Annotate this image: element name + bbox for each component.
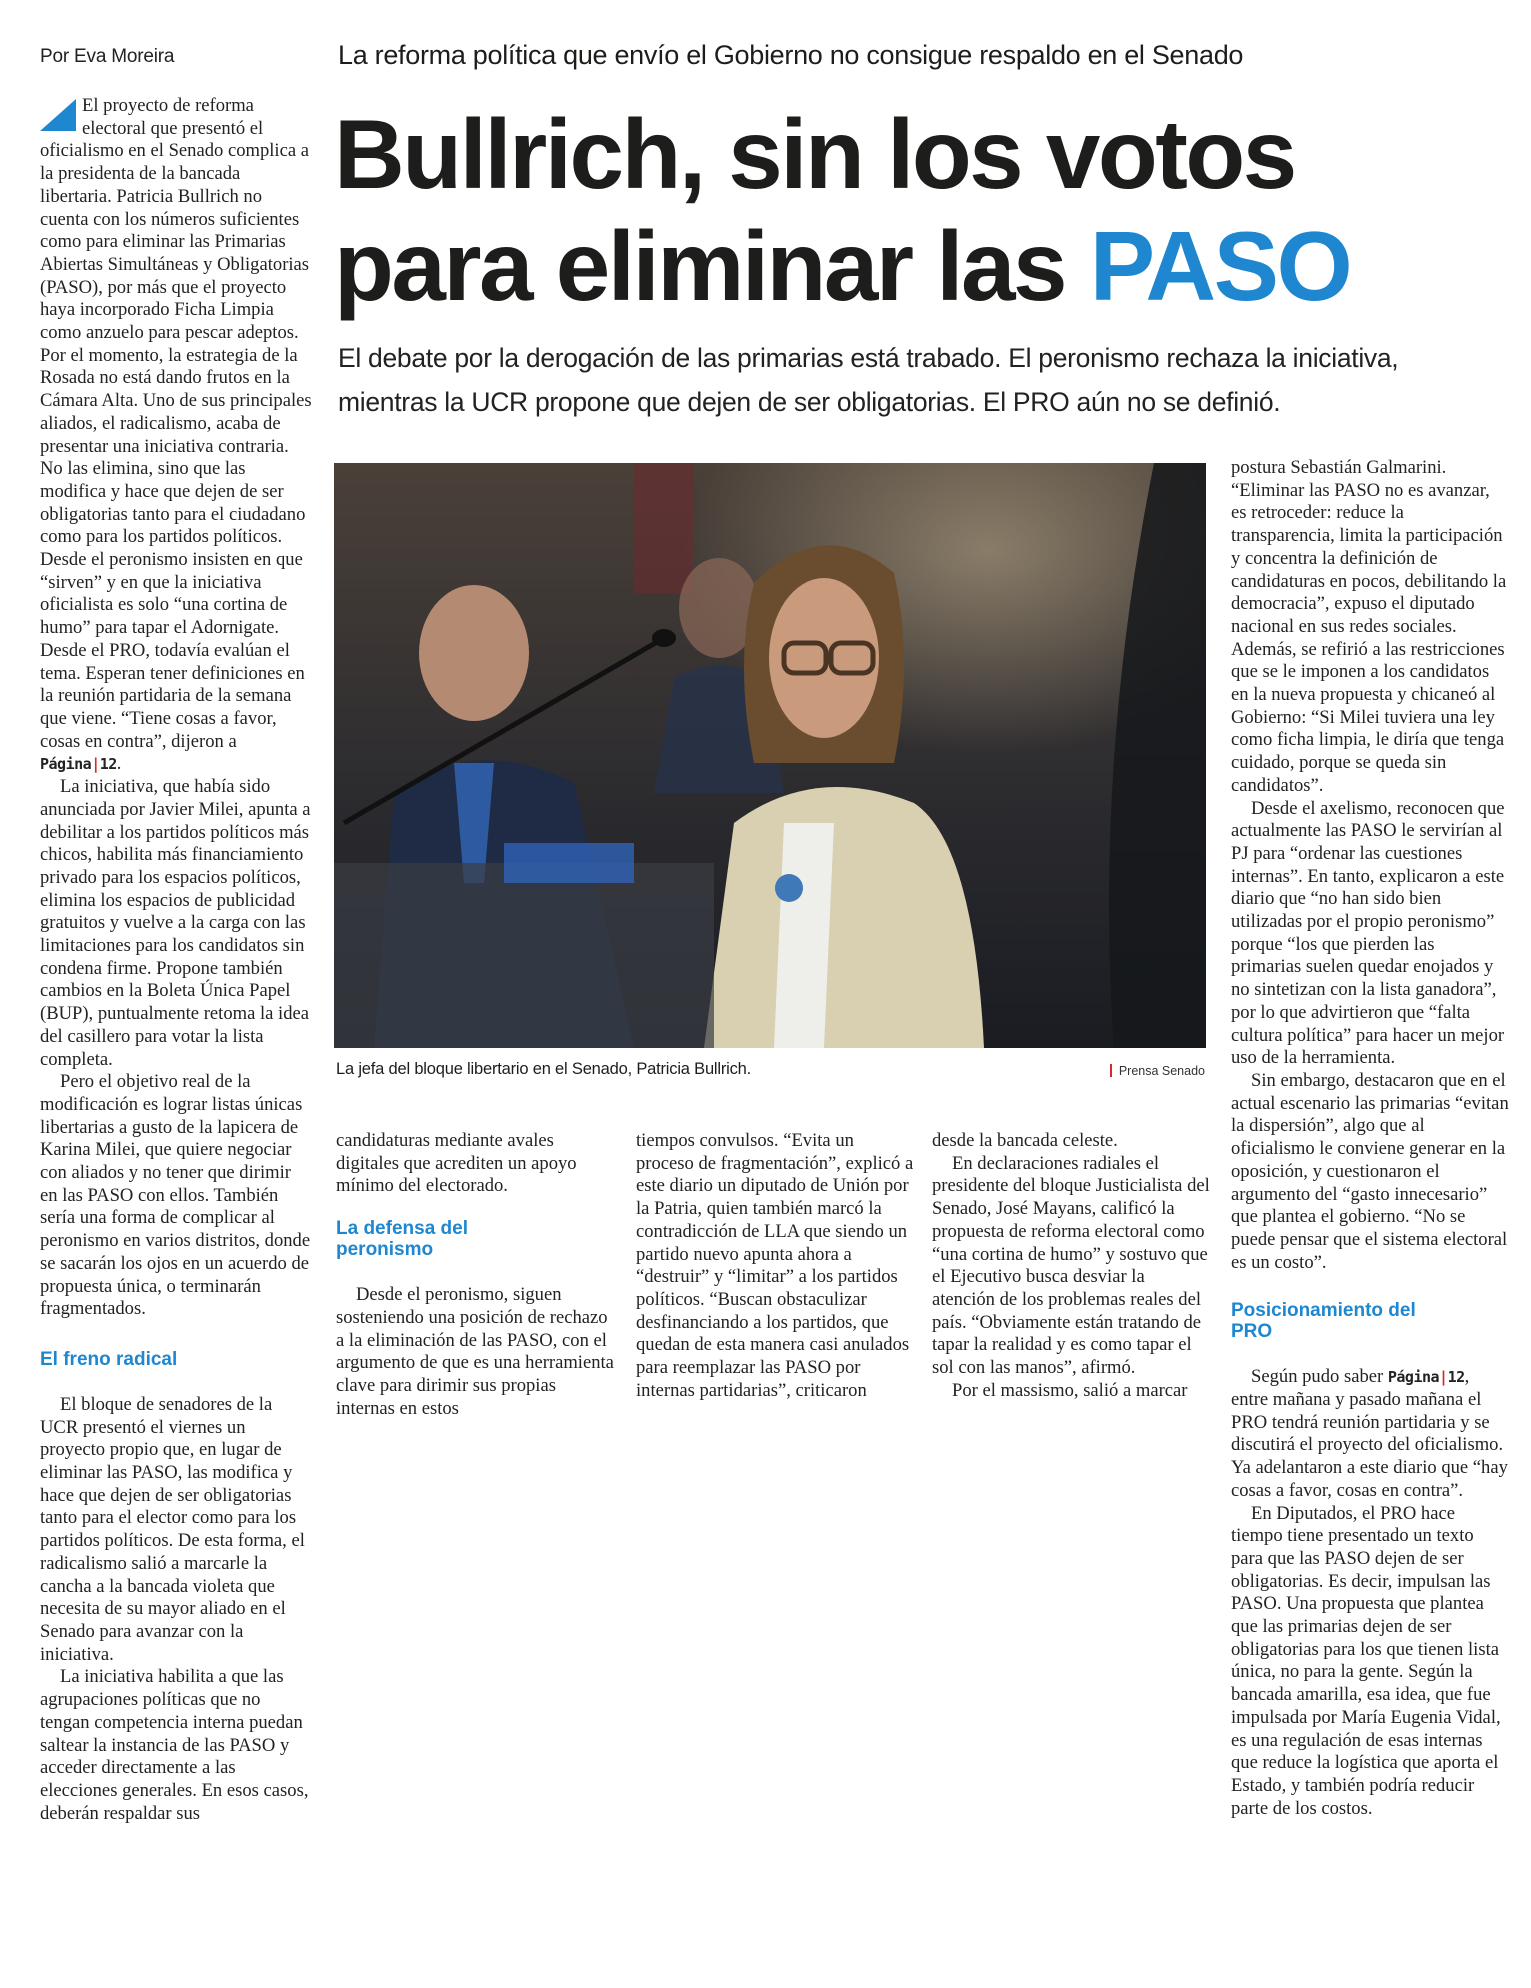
headline-line1: Bullrich, sin los votos bbox=[334, 99, 1295, 209]
kicker: La reforma política que envío el Gobierno no consigue respaldo en el Senado bbox=[338, 40, 1244, 70]
subhead-posicionamiento-pro: Posicionamiento del PRO bbox=[1231, 1300, 1416, 1343]
paragraph: Pero el objetivo real de la modificación es lograr listas únicas libertarias a gusto de la lapicera de Karina Milei, que quiere negociar con aliados y no tener que dirimir en las PASO con ellos. También sería una forma de complicar al peronismo en varios distritos, donde se sacarán los ojos en un acuerdo de propuesta única, o terminarán fragmentados. bbox=[40, 1071, 311, 1320]
headline bbox=[334, 98, 1484, 322]
paragraph: tiempos convulsos. “Evita un proceso de fragmentación”, explicó a este diario un diputado de Unión por la Patria, quien también marcó la contradicción de LLA que siendo un partido nuevo apunta ahora a “destruir” y “limitar” a los partidos políticos. “Buscan obstaculizar desfinanciando a los partidos, que quedan de esta manera casi anulados para reemplazar las PASO por internas partidarias”, criticaron bbox=[636, 1130, 914, 1401]
paragraph: Desde el peronismo, siguen sosteniendo una posición de rechazo a la eliminación de las PASO, con el argumento de que es una herramienta clave para dirimir sus propias internas en estos bbox=[336, 1284, 614, 1419]
paragraph: candidaturas mediante avales digitales que acrediten un apoyo mínimo del electorado. bbox=[336, 1130, 577, 1197]
headline-line2: para eliminar las bbox=[334, 211, 1090, 321]
paragraph: desde la bancada celeste. bbox=[932, 1130, 1118, 1151]
paragraph: El proyecto de reforma electoral que presentó el oficialismo en el Senado complica a la presidenta de la bancada libertaria. Patricia Bullrich no cuenta con los números suficientes como para eliminar las Primarias Abiertas Simultáneas y Obligatorias (PASO), por más que el proyecto haya incorporado Ficha Limpia como anzuelo para pescar adeptos. Por el momento, la estrategia de la Rosada no está dando frutos en la Cámara Alta. Uno de sus principales aliados, el radicalismo, acaba de presentar una iniciativa contraria. No las elimina, sino que las modifica y hace que dejen de ser obligatorias tanto para el ciudadano como para los partidos políticos. Desde el peronismo insisten en que “sirven” y en que la iniciativa oficialista es solo “una cortina de humo” para tapar el Adornigate. Desde el PRO, todavía evalúan el tema. Esperan tener definiciones en la reunión partidaria de la semana que viene. “Tiene cosas a favor, cosas en contra”, dijeron a Página|12. bbox=[40, 95, 312, 775]
photo-credit: Prensa Senado bbox=[1110, 1064, 1205, 1078]
column-1 bbox=[40, 95, 312, 1825]
column-5 bbox=[1231, 457, 1509, 1820]
dropcap-triangle-icon bbox=[40, 99, 76, 131]
article-photo bbox=[334, 463, 1206, 1048]
paragraph: En declaraciones radiales el presidente del bloque Justicialista del Senado, José Mayans, calificó la propuesta de reforma electoral como “una cortina de humo” y sostuvo que el Ejecutivo busca desviar la atención de los problemas reales del país. “Obviamente están tratando de tapar la realidad y es como tapar el sol con las manos”, afirmó. bbox=[932, 1152, 1210, 1379]
paragraph: En Diputados, el PRO hace tiempo tiene presentado un texto para que las PASO dejen de ser obligatorias. Es decir, impulsan las PASO. Una propuesta que plantea que las primarias dejen de ser obligatorias para los que tienen lista única, no para la gente. Según la bancada amarilla, esa idea, que fue impulsada por María Eugenia Vidal, es una regulación de esas internas que reduce la logística que aporta el Estado, y también podría reducir parte de los costos. bbox=[1231, 1502, 1501, 1819]
column-3 bbox=[636, 1130, 914, 1402]
credit-bar-icon bbox=[1110, 1064, 1112, 1077]
paragraph: Desde el axelismo, reconocen que actualmente las PASO le servirían al PJ para “ordenar las cuestiones internas”. En tanto, explicaron a este diario que “no han sido bien utilizadas por el propio peronismo” porque “los que pierden las primarias suelen quedar enojados y no sintetizan con la lista ganadora”, por lo que advirtieron que “falta cultura política” para hacer un mejor uso de la herramienta. bbox=[1231, 797, 1505, 1069]
headline-accent: PASO bbox=[1089, 211, 1351, 321]
byline: Por Eva Moreira bbox=[40, 46, 175, 67]
paragraph: postura Sebastián Galmarini. “Eliminar las PASO no es avanzar, es retroceder: reduce la transparencia, limita la participación y concentra la definición de candidaturas en pocos, debilitando la democracia”, expuso el diputado nacional en sus redes sociales. Además, se refirió a las restricciones que se le imponen a los candidatos en la nueva propuesta y chicaneó al Gobierno: “Si Milei tuviera una ley como ficha limpia, le diría que tenga cuidado, porque se queda sin candidatos”. bbox=[1231, 457, 1507, 796]
photo-illustration bbox=[334, 463, 1206, 1048]
dek: El debate por la derogación de las primarias está trabado. El peronismo rechaza la iniciativa, mientras la UCR propone que dejen de ser obligatorias. El PRO aún no se definió. bbox=[338, 343, 1399, 417]
paragraph: La iniciativa, que había sido anunciada por Javier Milei, apunta a debilitar a los partidos políticos más chicos, habilita más financiamiento privado para los espacios políticos, elimina los espacios de publicidad gratuitos y vuelve a la carga con las limitaciones para los candidatos sin condena firme. Propone también cambios en la Boleta Única Papel (BUP), puntualmente retoma la idea del casillero para votar la lista completa. bbox=[40, 776, 311, 1070]
paragraph: Según pudo saber Página|12, entre mañana y pasado mañana el PRO tendrá reunión partidaria y se discutirá el proyecto del oficialismo. Ya adelantaron a este diario que “hay cosas a favor, cosas en contra”. bbox=[1231, 1366, 1508, 1501]
photo-caption: La jefa del bloque libertario en el Senado, Patricia Bullrich. bbox=[336, 1060, 752, 1078]
pagina12-logo: Página|12 bbox=[1387, 1368, 1465, 1387]
paragraph: Por el massismo, salió a marcar bbox=[952, 1379, 1188, 1401]
paragraph: El bloque de senadores de la UCR presentó el viernes un proyecto propio que, en lugar de eliminar las PASO, las modifica y hace que dejen de ser obligatorias tanto para el elector como para los partidos políticos. De esta forma, el radicalismo salió a marcarle la cancha a la bancada violeta que necesita de su mayor aliado en el Senado para avanzar con la iniciativa. bbox=[40, 1393, 305, 1665]
column-2 bbox=[336, 1130, 614, 1420]
pagina12-logo: Página|12 bbox=[40, 755, 117, 774]
subhead-freno-radical: El freno radical bbox=[40, 1348, 178, 1370]
column-4 bbox=[932, 1130, 1210, 1402]
subhead-defensa-peronismo: La defensa del peronismo bbox=[336, 1218, 468, 1261]
paragraph: La iniciativa habilita a que las agrupaciones políticas que no tengan competencia interna puedan saltear la instancia de las PASO y acceder directamente a las elecciones generales. En esos casos, deberán respaldar sus bbox=[40, 1666, 309, 1824]
paragraph: Sin embargo, destacaron que en el actual escenario las primarias “evitan la dispersión”, algo que al oficialismo le conviene generar en la oposición, y cuestionaron el argumento del “gasto innecesario” que plantea el gobierno. “No se puede pensar que el sistema electoral es un costo”. bbox=[1231, 1069, 1509, 1273]
